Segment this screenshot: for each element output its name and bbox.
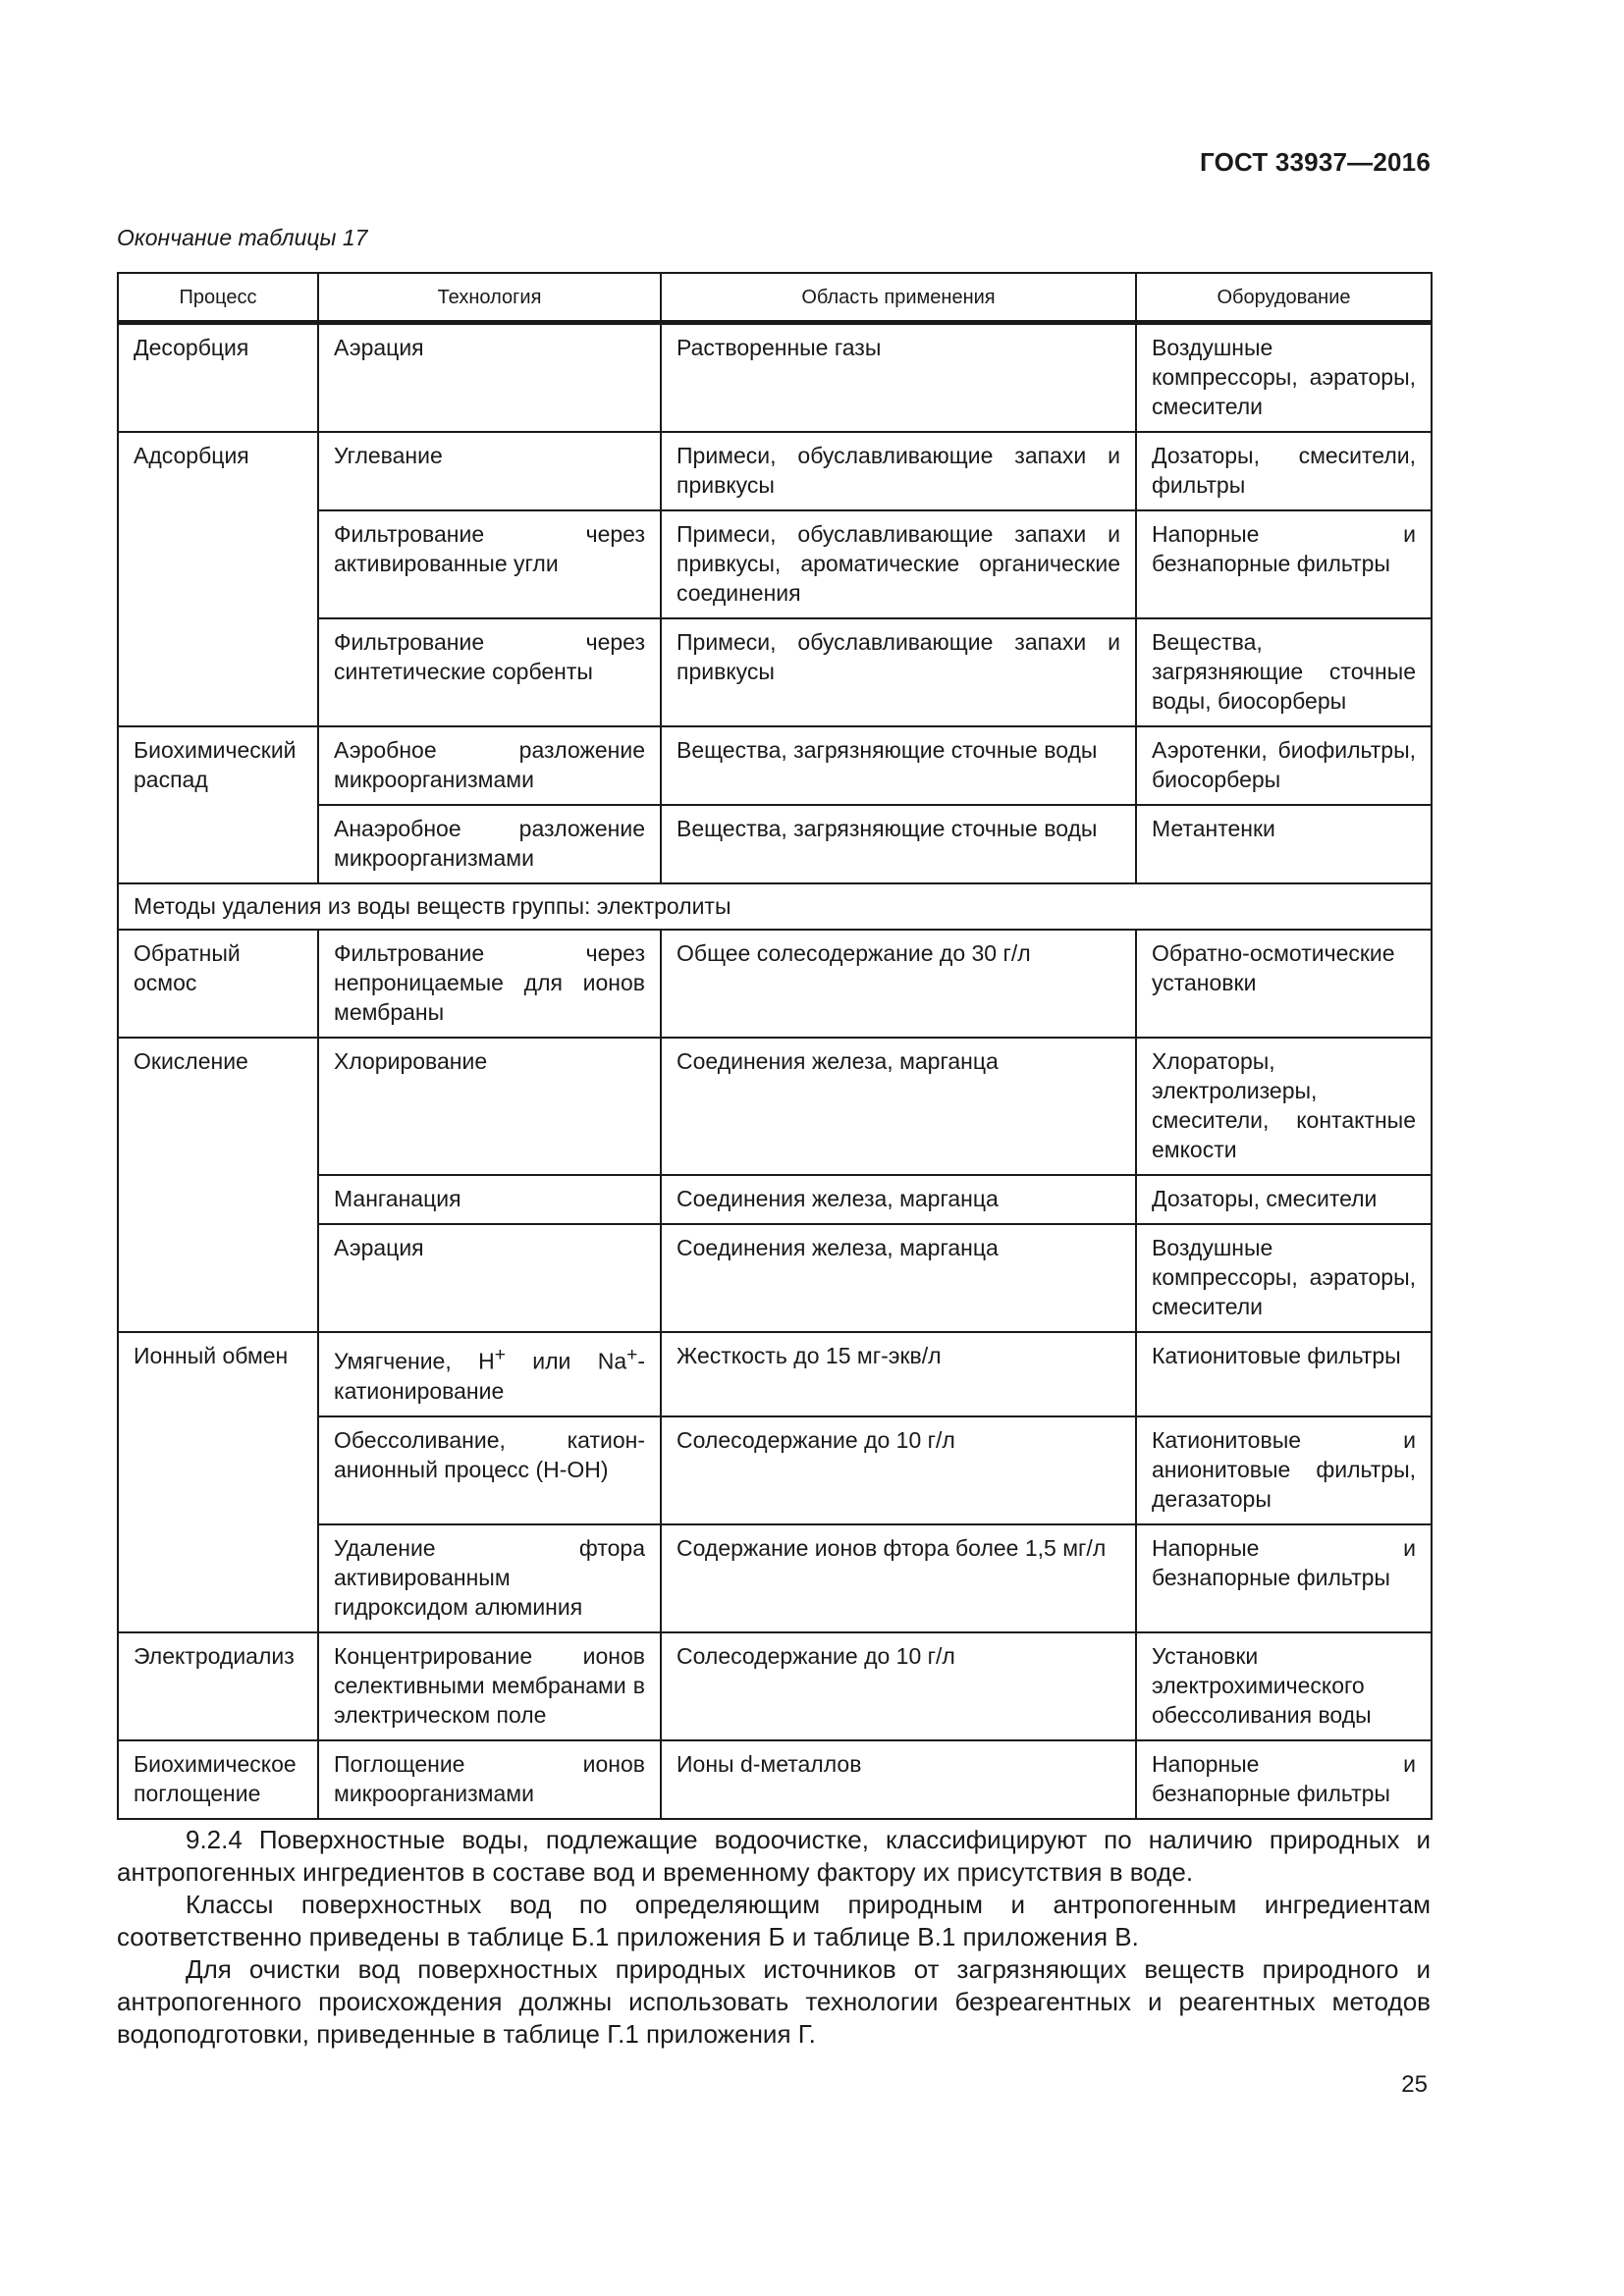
cell-equipment: Напорные и безнапорные фильтры bbox=[1136, 510, 1432, 618]
cell-technology: Концентрирование ионов селективными мембранами в электрическом поле bbox=[318, 1632, 661, 1740]
cell-application: Соединения железа, марганца bbox=[661, 1224, 1136, 1332]
cell-technology: Аэрация bbox=[318, 323, 661, 433]
table-row bbox=[118, 726, 1432, 805]
table-row bbox=[118, 432, 1432, 510]
cell-equipment: Катионитовые и анионитовые фильтры, дегазаторы bbox=[1136, 1416, 1432, 1524]
cell-equipment: Напорные и безнапорные фильтры bbox=[1136, 1740, 1432, 1819]
cell-application: Жесткость до 15 мг-экв/л bbox=[661, 1332, 1136, 1416]
cell-equipment: Дозаторы, смесители bbox=[1136, 1175, 1432, 1224]
technology-text-part: -катионирование bbox=[334, 1348, 645, 1404]
cell-technology: Аэрация bbox=[318, 1224, 661, 1332]
column-header-technology: Технология bbox=[318, 273, 661, 323]
column-header-process: Процесс bbox=[118, 273, 318, 323]
table-row bbox=[118, 1332, 1432, 1416]
paragraph: Классы поверхностных вод по определяющим природным и антропогенным ингредиентам соответственно приведены в таблице Б.1 приложения Б и таблице В.1 приложения В. bbox=[117, 1890, 1431, 1951]
technology-text-part: Умягчение, Н bbox=[334, 1348, 495, 1374]
cell-technology bbox=[318, 1332, 661, 1416]
table-section-row bbox=[118, 883, 1432, 930]
paragraph: 9.2.4 Поверхностные воды, подлежащие водоочистке, классифицируют по наличию природных и антропогенных ингредиентов в составе вод и временному фактору их присутствия в воде. bbox=[117, 1825, 1431, 1887]
column-header-equipment: Оборудование bbox=[1136, 273, 1432, 323]
cell-application: Содержание ионов фтора более 1,5 мг/л bbox=[661, 1524, 1136, 1632]
cell-process: Биохимический распад bbox=[118, 726, 318, 883]
cell-process: Адсорбция bbox=[118, 432, 318, 726]
cell-application: Примеси, обуславливающие запахи и привкусы bbox=[661, 432, 1136, 510]
cell-application: Ионы d-металлов bbox=[661, 1740, 1136, 1819]
body-text bbox=[117, 1824, 1431, 2051]
table-row bbox=[118, 1632, 1432, 1740]
cell-equipment: Воздушные компрессоры, аэраторы, смесители bbox=[1136, 323, 1432, 433]
cell-equipment: Установки электрохимического обессоливания воды bbox=[1136, 1632, 1432, 1740]
cell-equipment: Метантенки bbox=[1136, 805, 1432, 883]
cell-technology: Поглощение ионов микроорганизмами bbox=[318, 1740, 661, 1819]
cell-application: Вещества, загрязняющие сточные воды bbox=[661, 726, 1136, 805]
table-row bbox=[118, 930, 1432, 1038]
cell-technology: Манганация bbox=[318, 1175, 661, 1224]
cell-application: Соединения железа, марганца bbox=[661, 1175, 1136, 1224]
table-header-row bbox=[118, 273, 1432, 323]
cell-equipment: Напорные и безнапорные фильтры bbox=[1136, 1524, 1432, 1632]
cell-process: Десорбция bbox=[118, 323, 318, 433]
cell-application: Примеси, обуславливающие запахи и привкусы, ароматические органические соединения bbox=[661, 510, 1136, 618]
cell-technology: Удаление фтора активированным гидроксидом алюминия bbox=[318, 1524, 661, 1632]
cell-equipment: Воздушные компрессоры, аэраторы, смесители bbox=[1136, 1224, 1432, 1332]
technology-text-part: или Na bbox=[505, 1348, 627, 1374]
cell-application: Вещества, загрязняющие сточные воды bbox=[661, 805, 1136, 883]
cell-process: Электродиализ bbox=[118, 1632, 318, 1740]
cell-technology: Фильтрование через синтетические сорбенты bbox=[318, 618, 661, 726]
cell-application: Общее солесодержание до 30 г/л bbox=[661, 930, 1136, 1038]
cell-equipment: Катионитовые фильтры bbox=[1136, 1332, 1432, 1416]
table-container bbox=[117, 272, 1431, 1820]
table-row bbox=[118, 1740, 1432, 1819]
cell-process: Ионный обмен bbox=[118, 1332, 318, 1632]
cell-process: Биохимическое поглощение bbox=[118, 1740, 318, 1819]
paragraph: Для очистки вод поверхностных природных источников от загрязняющих веществ природного и антропогенного происхождения должны использовать технологии безреагентных и реагентных методов водоподготовки, приведенные в таблице Г.1 приложения Г. bbox=[117, 1954, 1431, 2049]
cell-application: Примеси, обуславливающие запахи и привкусы bbox=[661, 618, 1136, 726]
cell-application: Солесодержание до 10 г/л bbox=[661, 1632, 1136, 1740]
superscript-plus: + bbox=[626, 1345, 638, 1365]
cell-equipment: Дозаторы, смесители, фильтры bbox=[1136, 432, 1432, 510]
cell-equipment: Хлораторы, электролизеры, смесители, контактные емкости bbox=[1136, 1038, 1432, 1175]
cell-technology: Обессоливание, катион-анионный процесс (Н-ОН) bbox=[318, 1416, 661, 1524]
cell-technology: Аэробное разложение микроорганизмами bbox=[318, 726, 661, 805]
cell-equipment: Вещества, загрязняющие сточные воды, биосорберы bbox=[1136, 618, 1432, 726]
cell-equipment: Аэротенки, биофильтры, биосорберы bbox=[1136, 726, 1432, 805]
table-row bbox=[118, 323, 1432, 433]
table-row bbox=[118, 1038, 1432, 1175]
cell-process: Обратный осмос bbox=[118, 930, 318, 1038]
section-title: Методы удаления из воды веществ группы: электролиты bbox=[118, 883, 1432, 930]
cell-technology: Хлорирование bbox=[318, 1038, 661, 1175]
superscript-plus: + bbox=[494, 1345, 506, 1365]
cell-technology: Фильтрование через активированные угли bbox=[318, 510, 661, 618]
table-caption: Окончание таблицы 17 bbox=[117, 225, 368, 250]
standard-header: ГОСТ 33937—2016 bbox=[1200, 147, 1431, 177]
cell-application: Соединения железа, марганца bbox=[661, 1038, 1136, 1175]
cell-technology: Анаэробное разложение микроорганизмами bbox=[318, 805, 661, 883]
processes-table bbox=[117, 272, 1433, 1820]
page-number: 25 bbox=[1401, 2071, 1428, 2098]
column-header-application: Область применения bbox=[661, 273, 1136, 323]
cell-application: Растворенные газы bbox=[661, 323, 1136, 433]
cell-process: Окисление bbox=[118, 1038, 318, 1332]
cell-equipment: Обратно-осмотические установки bbox=[1136, 930, 1432, 1038]
cell-technology: Углевание bbox=[318, 432, 661, 510]
cell-application: Солесодержание до 10 г/л bbox=[661, 1416, 1136, 1524]
cell-technology: Фильтрование через непроницаемые для ионов мембраны bbox=[318, 930, 661, 1038]
